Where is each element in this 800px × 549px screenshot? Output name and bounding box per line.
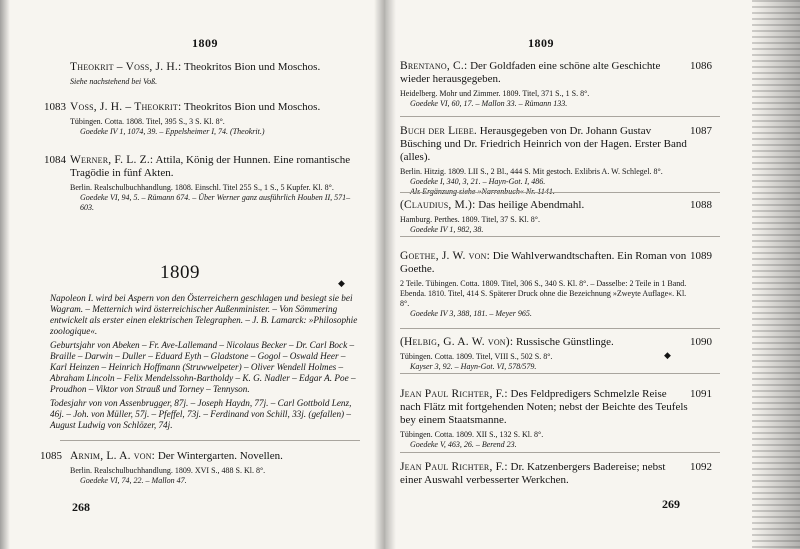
running-head: 1809: [192, 36, 218, 50]
bibliography-entry: [70, 154, 360, 213]
entry-author: Buch der Liebe.: [400, 125, 477, 137]
bibliography-entry: [400, 125, 690, 197]
entry-imprint: Tübingen. Cotta. 1809. Titel, VIII S., 502 S. 8°.: [400, 352, 553, 361]
birth-years: Geburtsjahr von Abeken – Fr. Ave-Lallemand – Nicolaus Becker – Dr. Carl Bock – Braille – Darwin – Duller – Eduard Eyth – Gladstone – Gogol – Oswald Heer – Karl Heinzen – Heinrich Hoffmann (Struwwelpeter) – Oliver Wendell Holmes – Abraham Lincoln – Felix Mendelssohn-Bartholdy – K. G. Nadler – Edgar A. Poe – Proudhon – Viktor von Strauß und Torney – Tennyson.: [50, 340, 356, 394]
bibliography-entry: [400, 60, 690, 109]
entry-author: Arnim, L. A. von:: [70, 450, 156, 462]
entry-number: 1087: [690, 125, 712, 137]
divider: [400, 452, 720, 453]
entry-note: Kayser 3, 92. – Hayn-Got. VI, 578/579.: [410, 362, 537, 371]
entry-author: Jean Paul Richter, F.:: [400, 461, 508, 473]
historical-events: Napoleon I. wird bei Aspern von den Österreichern geschlagen und besiegt sie bei Wagram. – Metternich wird österreichischer Außenminister. – Von Sömmering entwickelt als erster einen elektrischen Telegraphen. – J. B. Lamarck: »Philosophie zoologique«.: [50, 293, 358, 336]
bibliography-entry: [70, 61, 360, 87]
entry-note: Goedeke IV 3, 388, 181. – Meyer 965.: [410, 309, 532, 318]
entry-number: 1083: [44, 101, 66, 113]
left-page: [0, 0, 384, 549]
entry-imprint: Hamburg. Perthes. 1809. Titel, 37 S. Kl. 8°.: [400, 215, 540, 224]
entry-author: Goethe, J. W. von:: [400, 250, 490, 262]
entry-note: Goedeke VI, 94, 5. – Rümann 674. – Über Werner ganz ausführlich Houben II, 571–603.: [80, 193, 351, 212]
entry-number: 1086: [690, 60, 712, 72]
entry-number: 1084: [44, 154, 66, 166]
entry-imprint: Berlin. Hitzig. 1809. LII S., 2 Bl., 444 S. Mit gestoch. Exlibris A. W. Schlegel. 8°.: [400, 167, 663, 176]
page-edge-shadow: [0, 0, 10, 549]
entry-imprint: Tübingen. Cotta. 1808. Titel, 395 S., 3 S. Kl. 8°.: [70, 117, 225, 126]
divider: [400, 192, 720, 193]
entry-imprint: Berlin. Realschulbuchhandlung. 1809. XVI S., 488 S. Kl. 8°.: [70, 466, 266, 475]
entry-author: Jean Paul Richter, F.:: [400, 388, 508, 400]
diamond-icon: ◆: [664, 350, 671, 360]
page-edge-shadow: [752, 0, 800, 549]
entry-note: Goedeke I, 340, 3, 21. – Hayn-Got. I, 486.: [410, 177, 546, 186]
divider: [400, 236, 720, 237]
right-page: [384, 0, 800, 549]
entry-note: Goedeke VI, 60, 17. – Mallon 33. – Rümann 133.: [410, 99, 568, 108]
page-number: 268: [72, 500, 90, 514]
entry-imprint: Berlin. Realschulbuchhandlung. 1808. Einschl. Titel 255 S., 1 S., 5 Kupfer. Kl. 8°.: [70, 183, 334, 192]
bibliography-entry: [70, 101, 360, 137]
divider: [400, 373, 720, 374]
bibliography-entry: [400, 388, 690, 450]
book-gutter: [374, 0, 396, 549]
entry-title: Theokritos Bion und Moschos.: [183, 101, 321, 113]
entry-title: Des Feldpredigers Schmelzle Reise nach Flätz mit fortgehenden Noten; nebst der Beichte des Teufels bey einem Staatsmanne.: [400, 388, 688, 426]
diamond-icon: ◆: [338, 278, 345, 288]
entry-note: Siehe nachstehend bei Voß.: [70, 77, 158, 86]
entry-title: Russische Günstlinge.: [515, 336, 614, 348]
entry-author: Brentano, C.:: [400, 60, 468, 72]
year-heading: 1809: [160, 262, 200, 283]
entry-note: Goedeke IV 1, 982, 38.: [410, 225, 484, 234]
death-years: Todesjahr von von Assenbrugger, 87j. – Joseph Haydn, 77j. – Carl Gottbold Lenz, 46j. – Joh. von Müller, 57j. – Pfeffel, 73j. – Ferdinand von Schill, 33j. (gefallen) – August Ludwig von Schlözer, 74j.: [50, 398, 352, 430]
bibliography-entry: [400, 199, 690, 235]
entry-title: Dr. Katzenbergers Badereise; nebst einer Auswahl verbesserter Werkchen.: [400, 461, 666, 486]
entry-title: Herausgegeben von Dr. Johann Gustav Büsching und Dr. Friedrich Heinrich von der Hagen. Erster Band (alles).: [400, 125, 687, 163]
entry-note: Goedeke IV 1, 1074, 39. – Eppelsheimer I, 74. (Theokrit.): [80, 127, 265, 136]
entry-author: (Helbig, G. A. W. von):: [400, 336, 514, 348]
bibliography-entry: [400, 461, 690, 487]
bibliography-entry: [70, 450, 360, 486]
entry-note: Goedeke V, 463, 26. – Berend 23.: [410, 440, 517, 449]
entry-author: Voss, J. H. – Theokrit:: [70, 101, 182, 113]
entry-number: 1091: [690, 388, 712, 400]
entry-title: Attila, König der Hunnen. Eine romantische Tragödie in fünf Akten.: [70, 154, 351, 179]
page-number: 269: [662, 497, 680, 511]
chronicle-block: [50, 293, 360, 431]
divider: [400, 328, 720, 329]
entry-number: 1092: [690, 461, 712, 473]
entry-imprint: 2 Teile. Tübingen. Cotta. 1809. Titel, 306 S., 340 S. Kl. 8°. – Dasselbe: 2 Teile in 1 Band. Ebenda. 1810. Titel, 414 S. Späterer Druck ohne die Bezeichnung »Zweyte Auflage«. Kl. 8°.: [400, 279, 687, 308]
bibliography-entry: [400, 250, 690, 319]
entry-imprint: Heidelberg. Mohr und Zimmer. 1809. Titel, 371 S., 1 S. 8°.: [400, 89, 590, 98]
bibliography-entry: [400, 336, 690, 372]
entry-imprint: Tübingen. Cotta. 1809. XII S., 132 S. Kl. 8°.: [400, 430, 544, 439]
entry-number: 1089: [690, 250, 712, 262]
entry-author: (Claudius, M.):: [400, 199, 476, 211]
entry-title: Das heilige Abendmahl.: [478, 199, 585, 211]
entry-author: Werner, F. L. Z.:: [70, 154, 154, 166]
entry-title: Der Goldfaden eine schöne alte Geschichte wieder herausgegeben.: [400, 60, 661, 85]
entry-title: Theokritos Bion und Moschos.: [183, 61, 321, 73]
entry-number: 1090: [690, 336, 712, 348]
entry-note: Goedeke VI, 74, 22. – Mallon 47.: [80, 476, 187, 485]
entry-number: 1088: [690, 199, 712, 211]
divider: [400, 116, 720, 117]
running-head: 1809: [528, 36, 554, 50]
divider: [60, 440, 360, 441]
entry-title: Der Wintergarten. Novellen.: [157, 450, 283, 462]
entry-author: Theokrit – Voss, J. H.:: [70, 61, 182, 73]
entry-number: 1085: [40, 450, 62, 462]
entry-title: Die Wahlverwandtschaften. Ein Roman von Goethe.: [400, 250, 687, 275]
